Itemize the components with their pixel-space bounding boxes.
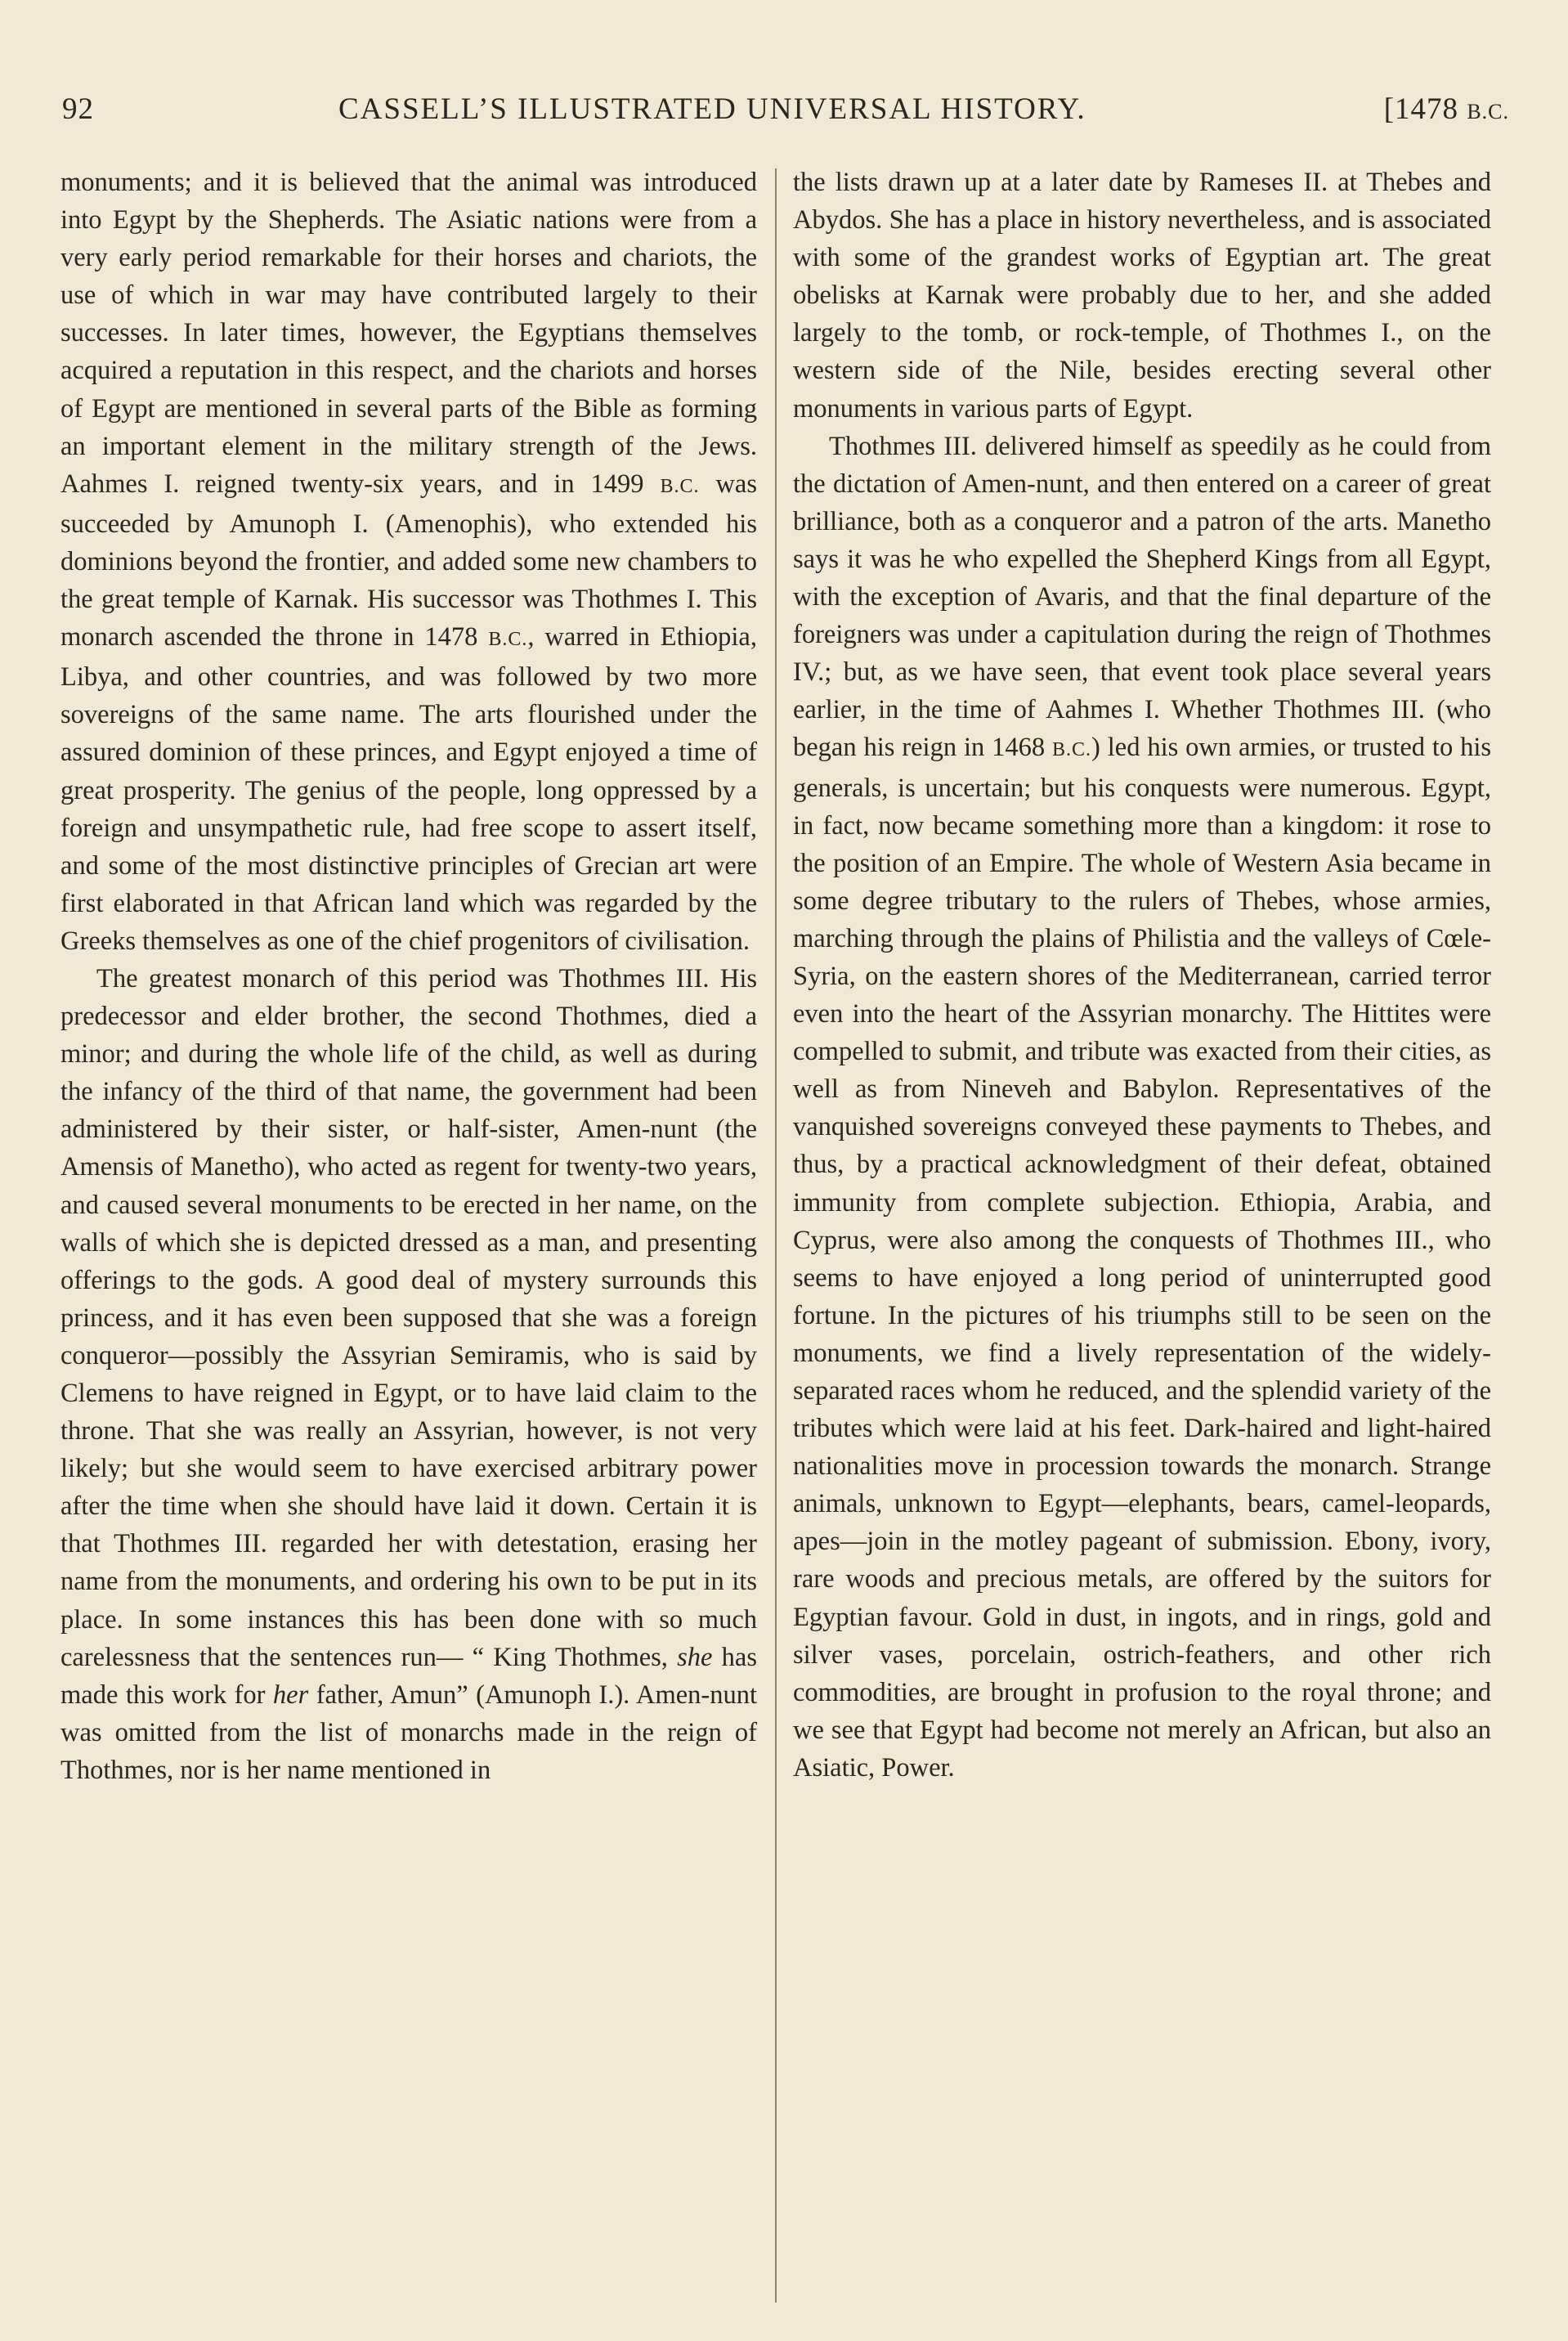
left-paragraph-2 [60,960,757,1789]
running-head [62,85,1509,134]
era-abbrev: B.C. [488,629,528,651]
book-title: CASSELL’S ILLUSTRATED UNIVERSAL HISTORY. [338,92,1086,126]
left-p1-text-a: monuments; and it is believed that the animal was introduced into Egypt by the Shepherds. The Asiatic nations were from a very early period remarkable for their horses and chariots, the use of which in war may have contributed largely to their successes. In later times, however, the Egyptians themselves acquired a reputation in this respect, and the chariots and horses of Egypt are mentioned in several parts of the Bible as forming an important element in the military strength of the Jews. Aahmes I. reigned twenty-six years, and in 1499 [60,168,757,499]
right-column [793,164,1491,1787]
header-date-year: [1478 [1383,92,1459,126]
right-p2-text-b: ) led his own armies, or trusted to his generals, is uncertain; but his conquests were numerous. Egypt, in fact, now became something more than a kingdom: it rose to the position of an Empire. The whole of Western Asia became in some degree tributary to the rulers of Thebes, whose armies, marching through the plains of Philistia and the valleys of Cœle-Syria, on the eastern shores of the Mediterranean, carried terror even into the heart of the Assyrian monarchy. The Hittites were compelled to submit, and tribute was exacted from their cities, as well as from Nineveh and Babylon. Representatives of the vanquished sovereigns conveyed these payments to Thebes, and thus, by a practical acknowledgment of their defeat, obtained immunity from complete subjection. Ethiopia, Arabia, and Cyprus, were also among the conquests of Thothmes III., who seems to have enjoyed a long period of uninterrupted good fortune. In the pictures of his triumphs still to be seen on the monuments, we find a lively representation of the widely-separated races whom he reduced, and the splendid variety of the tributes which were laid at his feet. Dark-haired and light-haired nationalities move in procession towards the monarch. Strange animals, unknown to Egypt—elephants, bears, camel-leopards, apes—join in the motley pageant of submission. Ebony, ivory, rare woods and precious metals, are offered by the suitors for Egyptian favour. Gold in dust, in ingots, and in rings, gold and silver vases, porcelain, ostrich-feathers, and other rich commodities, are brought in profusion to the royal throne; and we see that Egypt had become not merely an African, but also an Asiatic, Power. [793,733,1492,1783]
right-paragraph-2 [793,428,1491,1787]
right-p2-text-a: Thothmes III. delivered himself as speedily as he could from the dictation of Amen-nunt, and then entered on a career of great brilliance, both as a conqueror and a patron of the arts. Manetho says it was he who expelled the Shepherd Kings from all Egypt, with the exception of Avaris, and that the final departure of the foreigners was under a capitulation during the reign of Thothmes IV.; but, as we have seen, that event took place several years earlier, in the time of Aahmes I. Whether Thothmes III. (who began his reign in 1468 [793,431,1491,763]
left-p2-text-a: The greatest monarch of this period was Thothmes III. His predecessor and elder brother, the second Thothmes, died a minor; and during the whole life of the child, as well as during the infancy of the third of that name, the government had been administered by their sister, or half-sister, Amen-nunt (the Amensis of Manetho), who acted as regent for twenty-two years, and caused several monuments to be erected in her name, on the walls of which she is depicted dressed as a man, and presenting offerings to the gods. A good deal of mystery surrounds this princess, and it has even been supposed that she was a foreign conqueror—possibly the Assyrian Semiramis, who is said by Clemens to have reigned in Egypt, or to have laid claim to the throne. That she was really an Assyrian, however, is not very likely; but she would seem to have exercised arbitrary power after the time when she should have laid it down. Certain it is that Thothmes III. regarded her with detestation, erasing her name from the monuments, and ordering his own to be put in its place. In some instances this has been done with so much carelessness that the sentences run— “ King Thothmes, [60,963,757,1672]
header-date [1384,92,1509,127]
era-abbrev: B.C. [1052,739,1092,761]
left-column [60,164,757,1789]
header-date-era: B.C. [1467,100,1509,123]
left-p2-text-c: father, Amun” (Amunoph I.). Amen-nunt was omitted from the list of monarchs made in the reign of Thothmes, nor is her name mentioned in [60,1680,758,1785]
page-number: 92 [62,92,94,126]
column-divider [775,168,777,2303]
left-p2-text-b: has made this work for [60,1642,757,1710]
italic-her: her [272,1680,309,1710]
italic-she: she [677,1642,713,1672]
left-p1-text-c: , warred in Ethiopia, Libya, and other countries, and was followed by two more sovereigns of the same name. The arts flourished under the assured dominion of these princes, and Egypt enjoyed a time of great prosperity. The genius of the people, long oppressed by a foreign and unsympathetic rule, had free scope to assert itself, and some of the most distinctive principles of Grecian art were first elaborated in that African land which was regarded by the Greeks themselves as one of the chief progenitors of civilisation. [60,622,757,956]
era-abbrev: B.C. [660,475,700,497]
left-paragraph-1 [60,164,757,960]
left-p1-text-b: was succeeded by Amunoph I. (Amenophis), who extended his dominions beyond the frontier, and added some new chambers to the great temple of Karnak. His successor was Thothmes I. This monarch ascended the throne in 1478 [60,469,757,653]
right-paragraph-1: the lists drawn up at a later date by Rameses II. at Thebes and Abydos. She has a place in history nevertheless, and is associated with some of the grandest works of Egyptian art. The great obelisks at Karnak were probably due to her, and she added largely to the tomb, or rock-temple, of Thothmes I., on the western side of the Nile, besides erecting several other monuments in various parts of Egypt. [793,168,1491,424]
